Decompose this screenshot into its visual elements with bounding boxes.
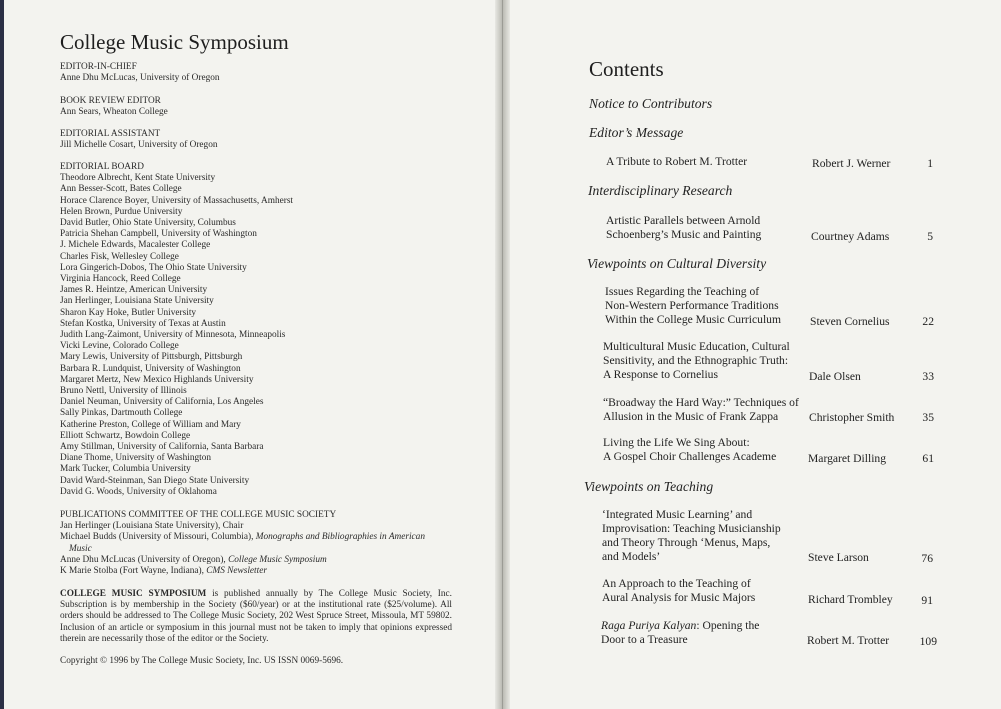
review-name: Ann Sears, Wheaton College (60, 107, 168, 118)
board-member: J. Michele Edwards, Macalester College (60, 240, 211, 251)
pubs-member: Jan Herlinger (Louisiana State University), Chair (60, 521, 244, 532)
review-editor-block (60, 96, 168, 118)
board-member: Patricia Shehan Campbell, University of Washington (60, 229, 257, 240)
board-member: Elliott Schwartz, Bowdoin College (60, 430, 191, 441)
editor-block (60, 62, 220, 84)
section-editor[interactable]: Editor’s Message (589, 125, 684, 140)
board-member: Amy Stillman, University of California, Santa Barbara (60, 442, 264, 453)
board-member: Stefan Kostka, University of Texas at Austin (60, 318, 226, 329)
publications-committee (60, 510, 452, 577)
toc-entry-title[interactable]: Artistic Parallels between Arnold Schoenberg’s Music and Painting (606, 214, 762, 241)
assistant-label: EDITORIAL ASSISTANT (60, 129, 161, 139)
toc-entry-page: 5 (927, 230, 933, 243)
board-member: Judith Lang-Zaimont, University of Minnesota, Minneapolis (60, 330, 286, 341)
toc-entry-page: 109 (919, 635, 937, 648)
section-teaching[interactable]: Viewpoints on Teaching (584, 479, 714, 494)
board-member: Theodore Albrecht, Kent State University (60, 173, 216, 184)
toc-entry-author: Richard Trombley (808, 593, 893, 606)
board-member: James R. Heintze, American University (60, 285, 208, 296)
board-member: Lora Gingerich-Dobos, The Ohio State University (60, 262, 247, 273)
toc-entry-title[interactable]: Raga Puriya Kalyan: Opening the Door to a Treasure (601, 619, 760, 646)
board-member: Horace Clarence Boyer, University of Massachusetts, Amherst (60, 195, 294, 206)
toc-entry-page: 1 (927, 157, 933, 170)
toc-entry-author: Christopher Smith (809, 411, 895, 424)
board-member: Ann Besser-Scott, Bates College (60, 184, 182, 195)
toc-entry-title[interactable]: Living the Life We Sing About: A Gospel Choir Challenges Academe (603, 436, 777, 463)
board-member: Virginia Hancock, Reed College (60, 274, 181, 285)
board-member: Helen Brown, Purdue University (60, 206, 183, 217)
toc-entry-page: 35 (922, 411, 934, 424)
editor-label: EDITOR-IN-CHIEF (60, 62, 137, 72)
editorial-board (60, 162, 293, 498)
board-member: Mark Tucker, Columbia University (60, 464, 191, 475)
toc-entry-author: Steven Cornelius (810, 315, 890, 328)
journal-masthead: College Music Symposium (60, 30, 289, 54)
section-cultural-diversity[interactable]: Viewpoints on Cultural Diversity (587, 256, 767, 271)
toc-entry-title[interactable]: Issues Regarding the Teaching of Non-Western Performance Traditions Within the College Music Curriculum (605, 285, 781, 326)
left-page (0, 0, 500, 709)
toc-entry-author: Courtney Adams (811, 230, 890, 243)
contents-title: Contents (589, 57, 664, 81)
toc-entry-title[interactable]: ‘Integrated Music Learning’ and Improvisation: Teaching Musicianship and Theory Through ‘Menus, Maps, and Models’ (602, 508, 781, 563)
board-member: Sharon Kay Hoke, Butler University (60, 307, 197, 318)
section-interdisciplinary[interactable]: Interdisciplinary Research (588, 183, 733, 198)
board-label: EDITORIAL BOARD (60, 162, 144, 172)
board-member: Diane Thome, University of Washington (60, 453, 211, 464)
pubs-member: Michael Budds (University of Missouri, Columbia), Monographs and Bibliographies in American (60, 532, 425, 543)
book-gutter (495, 0, 510, 709)
toc-entry-page: 22 (922, 315, 934, 328)
assistant-block (60, 129, 218, 151)
board-member: Sally Pinkas, Dartmouth College (60, 408, 183, 419)
board-member: Katherine Preston, College of William and Mary (60, 419, 241, 430)
toc-entry-title[interactable]: A Tribute to Robert M. Trotter (606, 155, 748, 168)
assistant-name: Jill Michelle Cosart, University of Oregon (60, 140, 218, 151)
toc-entry-author: Robert J. Werner (812, 157, 891, 170)
toc-entry-author: Steve Larson (808, 551, 869, 564)
review-label: BOOK REVIEW EDITOR (60, 96, 161, 106)
toc-entry-page: 91 (921, 594, 933, 607)
publication-notice: COLLEGE MUSIC SYMPOSIUM is published annually by The College Music Society, Inc. Subscription is by membership in the Society ($60/year) or at the institutional rate ($25/volume). All orders should be addressed to The College Music Society, 202 West Spruce Street, Missoula, MT 59802. Inclusion of an article or symposium in this journal must not be taken to imply that opinions expressed therein are necessarily those of the editor or the Society. (60, 589, 453, 644)
toc-entry-title[interactable]: Multicultural Music Education, Cultural Sensitivity, and the Ethnographic Truth: A Response to Cornelius (603, 340, 790, 381)
toc-entry-author: Robert M. Trotter (807, 634, 890, 647)
copyright-line: Copyright © 1996 by The College Music Society, Inc. US ISSN 0069-5696. (60, 656, 344, 666)
toc-entry-author: Margaret Dilling (808, 452, 887, 465)
pubs-member: K Marie Stolba (Fort Wayne, Indiana), CMS Newsletter (60, 566, 267, 577)
board-member: Jan Herlinger, Louisiana State University (60, 296, 214, 307)
board-member: Charles Fisk, Wellesley College (60, 251, 179, 262)
pubs-member-continued: Music (69, 543, 92, 554)
board-member: Vicki Levine, Colorado College (60, 341, 179, 352)
toc-entry-author: Dale Olsen (809, 370, 861, 383)
pubs-member: Anne Dhu McLucas (University of Oregon), College Music Symposium (60, 554, 327, 565)
section-notice[interactable]: Notice to Contributors (589, 96, 713, 111)
editor-name: Anne Dhu McLucas, University of Oregon (60, 73, 220, 84)
board-member: David G. Woods, University of Oklahoma (60, 486, 217, 497)
board-member: Margaret Mertz, New Mexico Highlands University (60, 374, 254, 385)
board-member: David Butler, Ohio State University, Columbus (60, 218, 236, 229)
board-member: David Ward-Steinman, San Diego State University (60, 475, 250, 486)
board-member: Barbara R. Lundquist, University of Washington (60, 363, 241, 374)
board-member: Mary Lewis, University of Pittsburgh, Pittsburgh (60, 352, 243, 363)
toc-entry-page: 76 (921, 552, 933, 565)
board-member: Bruno Nettl, University of Illinois (60, 386, 187, 397)
pubs-label: PUBLICATIONS COMMITTEE OF THE COLLEGE MUSIC SOCIETY (60, 510, 337, 520)
toc-entry-page: 61 (922, 452, 934, 465)
toc-entry-title[interactable]: An Approach to the Teaching of Aural Analysis for Music Majors (602, 577, 756, 604)
toc-entry-page: 33 (922, 370, 934, 383)
toc-entry-title[interactable]: “Broadway the Hard Way:” Techniques of Allusion in the Music of Frank Zappa (603, 396, 799, 423)
board-member: Daniel Neuman, University of California, Los Angeles (60, 397, 264, 408)
